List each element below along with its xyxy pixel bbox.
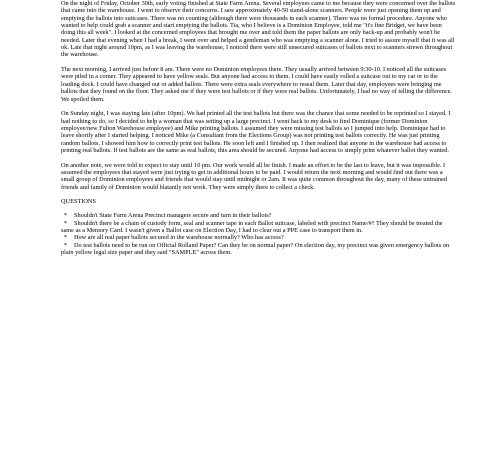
bullet-symbol: * xyxy=(64,241,68,249)
paragraph-4: On another note, we were told to expect to stay until 10 pm. Our work would all be finish. I made an effort to be the last to leave, but it was impossible. I assumed the employees that stayed were just trying to get in additional hours to be paid. I would return the next morning and would find out there was a small group of Dominion employees and friends that would stay until midnight or 2am. It was quite common throughout the day, many of these untrained friends and family of Dominion would blatantly not work. They were simply there to collect a check. xyxy=(61,161,448,191)
paragraph-3: On Sunday night, I was staying late (after 10pm). We had printed all the test ballots but there was the chance that some needed to be reprinted so I stayed. I had nothing to do, so I decided to help a woman that was setting up a large precinct. I went back to my desk to find Dominique (former Dominion employee/new Fulton Warehouse employee) and Mike printing ballots. I assumed they were missing test ballots so I jumped into help. Dominique had to leave shortly after I started helping. I noticed Mike (a Consultant from the Elections Group) was not printing test ballots correctly. He was just printing random ballots. I showed him how to correctly print test ballots. He soon left and I finished up. I then realized that anyone in the warehouse had access to printing real ballots. If test ballots are the same as real ballots, this area should be secured. Anyone had access to simply print whatever ballot they wanted. xyxy=(61,110,451,154)
paragraph-2: The next morning, I arrived just before 8 am. There were no Dominion employees there. They usually arrived between 9:30-10. I noticed all the suitcases were piled in a corner. They appeared to have yellow seals. But anyone had access to them. I could have easily rolled a suitcase out to my car or to the loading dock. I could have changed out or added ballots. There were extra seals everywhere to reseal them. Later that day, employees were bringing me ballots that they found on the floor. They asked me if they were test ballots or if they were real ballots. Unfortunately, I had no way of telling the difference. We spoiled them. xyxy=(61,66,453,103)
questions-list xyxy=(61,212,456,256)
question-text: How are all real paper ballots secured in the warehouse normally? Who has access? xyxy=(74,234,284,242)
question-text: Shouldn't there be a chain of custody form, seal and scanner tape in each Ballot suitcase, labeled with precinct Name/#? They should be treated the same as a Memory Card. I wasn't given a Ballot case on Election Day, I had to clear out a PPE case to transport them in. xyxy=(61,219,443,234)
question-text: Do test ballots need to be run on Official Rolland Paper? Can they be on normal paper? On election day, my precinct was given emergency ballots on plain yellow legal size paper and they said "SAMPLE" across them. xyxy=(61,241,450,256)
document-body xyxy=(61,0,456,256)
paragraph-1: On the night of Friday, October 30th, early voting finished at State Farm Arena. Several employees came to me because they were concerned over the ballots that came into the warehouse. I went to observe their concerns. I saw approximately 40-50 stand-alone scanners. People were just opening them up and emptying the ballots into suitcases. There was no counting (although there were thousands in each scanner). There was no formal procedure. Anyone who wanted to help could grab a scanner and start emptying the ballots. Tia, who I believe is a Dominion Employee, told me "it's fine Bridget, we have been doing this all week". I looked at the concerned employees that brought me over and told them the paper ballots are only back-up and probably won't be needed. Later that evening when I had a break, I went over and helped a gentleman who was emptying a scanner alone. I tried to assure myself that it was all ok. Late that night around 10pm, as I was leaving the warehouse, I noticed there were still unsecured suitcases of ballots next to scanners strewn throughout the warehouse. xyxy=(61,0,456,59)
question-item xyxy=(61,234,456,241)
question-item xyxy=(61,220,456,235)
question-text: Shouldn't State Farm Arena Precinct managers secure and turn in their ballots? xyxy=(74,212,272,220)
question-item xyxy=(61,242,456,257)
questions-heading: QUESTIONS xyxy=(61,198,96,206)
question-item xyxy=(61,212,456,219)
bullet-symbol: * xyxy=(64,212,68,220)
bullet-symbol: * xyxy=(64,219,68,227)
bullet-symbol: * xyxy=(64,234,68,242)
